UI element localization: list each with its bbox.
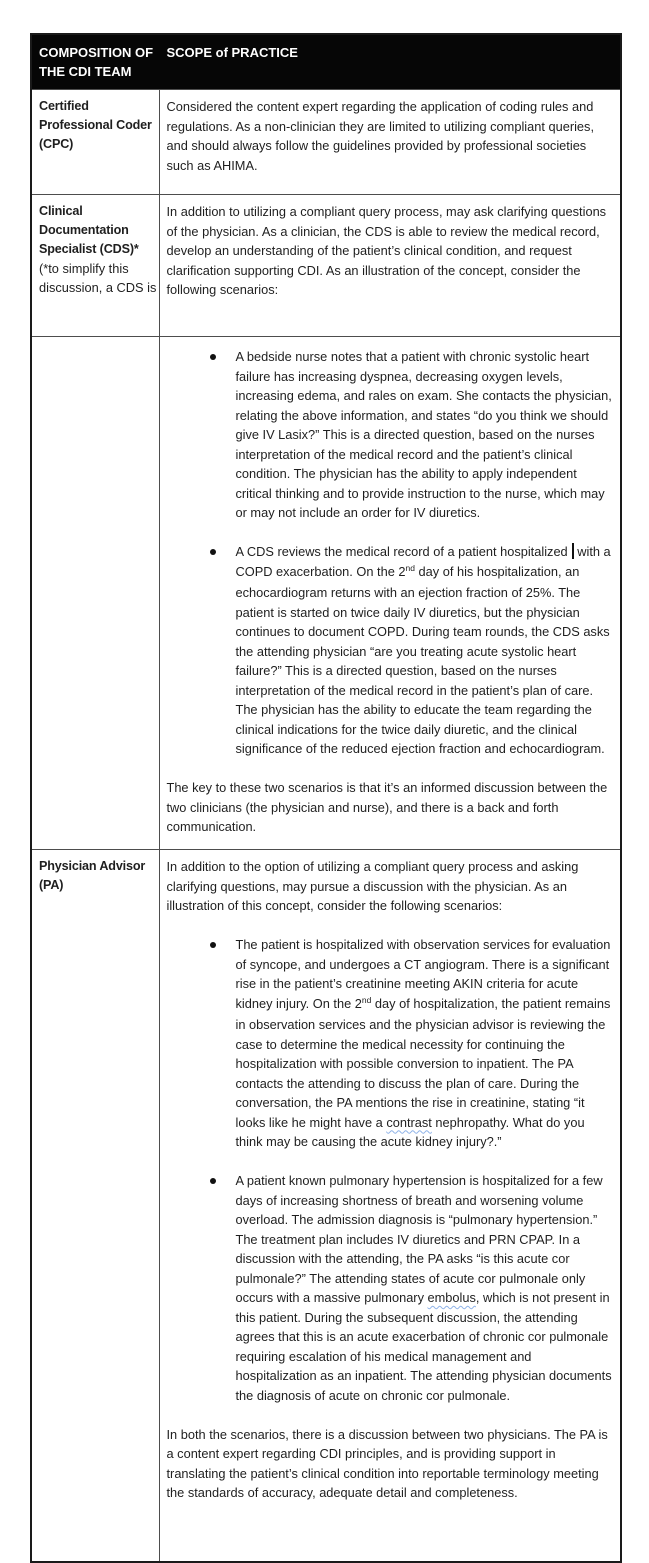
pa-description: In addition to the option of utilizing a compliant query process and asking clarifying questions, may pursue a discussion with the physician. As an illustration of this concept, consider the following scenarios: [166, 859, 579, 913]
header-composition-label [39, 43, 152, 81]
text-segment: The patient is hospitalized with observation services for evaluation of syncope, and undergoes a CT angiogram. There is a significant rise in the patient’s creatinine meeting AKIN criteria for acute kidney injury. On the 2 [235, 937, 611, 1011]
text-line: Professional Coder [39, 118, 152, 132]
table-row-cds [31, 195, 621, 337]
styled-text: nd [405, 563, 415, 573]
text-line: discussion, a CDS is [39, 280, 157, 295]
scope-cell-cds[interactable] [159, 195, 621, 337]
styled-text: embolus [427, 1290, 476, 1305]
text-line: (CPC) [39, 137, 74, 151]
text-line: (*to simplify this [39, 261, 129, 276]
text-segment: , which is not present in this patient. During the subsequent discussion, the attending agrees that this is an acute exacerbation of chronic cor pulmonale requiring escalation of his medical management and hospitalization as an inpatient. The attending physician documents the diagnosis of acute on chronic cor pulmonale. [235, 1290, 612, 1403]
table-header-row [31, 34, 621, 90]
text-segment: day of his hospitalization, an echocardiogram returns with an ejection fraction of 25%. The patient is started on twice daily IV diuretics, but the physician continues to document COPD. During team rounds, the CDS asks the attending physician “are you treating acute systolic heart failure?” This is a directed question, based on the nurses interpretation of the medical record in the patient’s plan of care. The physician has the ability to educate the team regarding the clinical indications for the twice daily diuretic, and the clinical significance of the reduced ejection fraction and echocardiogram. [235, 563, 610, 756]
scope-cell-pa[interactable] [159, 850, 621, 1563]
table-row-cds-scenarios [31, 337, 621, 850]
pa-scenarios-summary: In both the scenarios, there is a discussion between two physicians. The PA is a content expert regarding CDI principles, and is providing support in translating the patient’s clinical condition into reportable terminology meeting the standards of accuracy, adequate detail and completeness. [166, 1426, 608, 1500]
role-cell-pa[interactable] [31, 850, 159, 1563]
scope-cell-cpc[interactable] [159, 90, 621, 195]
cds-description: In addition to utilizing a compliant query process, may ask clarifying questions of the physician. As a clinician, the CDS is able to review the medical record, develop an understanding of the patient’s clinical condition, and request clarification supporting CDI. As an illustration of the concept, consider the following scenarios: [166, 204, 607, 297]
styled-text: nd [361, 995, 372, 1005]
role-cell-empty[interactable] [31, 337, 159, 850]
header-composition-cell [31, 34, 159, 90]
pa-scenario-list [167, 935, 614, 1405]
pa-scenario-item-1 [209, 935, 614, 1152]
cpc-description: Considered the content expert regarding the application of coding rules and regulations. As a non-clinician they are limited to utilizing compliant queries, and should always follow the guidelines provided by professional societies such as AHIMA. [166, 99, 594, 173]
text-segment: day of hospitalization, the patient remains in observation services and the physician advisor is reviewing the case to determine the medical necessity for continuing the hospitalization with possible conversion to inpatient. The PA contacts the attending to discuss the plan of care. During the conversation, the PA mentions the rise in creatinine, stating “it looks like he might have a [235, 995, 611, 1130]
role-title-cds [39, 202, 153, 259]
text-line: Physician Advisor [39, 859, 146, 873]
cds-scenarios-summary: The key to these two scenarios is that it’s an informed discussion between the two clinicians (the physician and nurse), and there is a back and forth communication. [166, 780, 608, 834]
styled-text: contrast [386, 1114, 432, 1130]
text-line: (PA) [39, 878, 64, 892]
text-segment: A patient known pulmonary hypertension is hospitalized for a few days of increasing shortness of breath and worsening volume overload. The admission diagnosis is “pulmonary hypertension.” The treatment plan includes IV diuretics and PRN CPAP. In a discussion with the attending, the PA asks “is this acute cor pulmonale?” The attending states of acute cor pulmonale only occurs with a massive pulmonary [235, 1173, 603, 1305]
role-title-pa [39, 857, 153, 895]
text-line: THE CDI TEAM [39, 64, 132, 79]
cdi-roles-table [30, 33, 622, 1563]
text-line: Clinical [39, 204, 83, 218]
text-line: COMPOSITION OF [39, 45, 154, 60]
header-scope-cell [159, 34, 621, 90]
scope-cell-cds-scenarios[interactable] [159, 337, 621, 850]
text-segment: A CDS reviews the medical record of a patient hospitalized [235, 544, 568, 559]
cds-scenario-item-1: A bedside nurse notes that a patient with chronic systolic heart failure has increasing dyspnea, decreasing oxygen levels, increasing edema, and rales on exam. She contacts the physician, relating the above information, and states “do you think we should give IV Lasix?” This is a directed question, based on the nurses interpretation of the medical record and the patient’s clinical condition. The physician has the ability to apply independent critical thinking and to provide instruction to the nurse, which may or may not include an order for IV diuretics. [209, 347, 614, 523]
text-line: Specialist (CDS)* [39, 242, 139, 256]
table-row-cpc [31, 90, 621, 195]
text-segment: nephropathy. What do you think may be causing the acute kidney injury?.” [235, 1114, 585, 1149]
role-title-cpc [39, 97, 153, 154]
role-note-cds [39, 259, 157, 297]
cds-scenario-item-2 [209, 542, 614, 759]
header-scope-label: SCOPE of PRACTICE [166, 45, 298, 60]
text-line: Documentation [39, 223, 129, 237]
text-line: Certified [39, 99, 89, 113]
cds-scenario-list [167, 347, 614, 759]
table-row-pa [31, 850, 621, 1563]
role-cell-cpc[interactable] [31, 90, 159, 195]
pa-scenario-item-2 [209, 1171, 614, 1405]
role-cell-cds[interactable] [31, 195, 159, 337]
text-segment: with a COPD exacerbation. On the 2 [235, 544, 611, 579]
